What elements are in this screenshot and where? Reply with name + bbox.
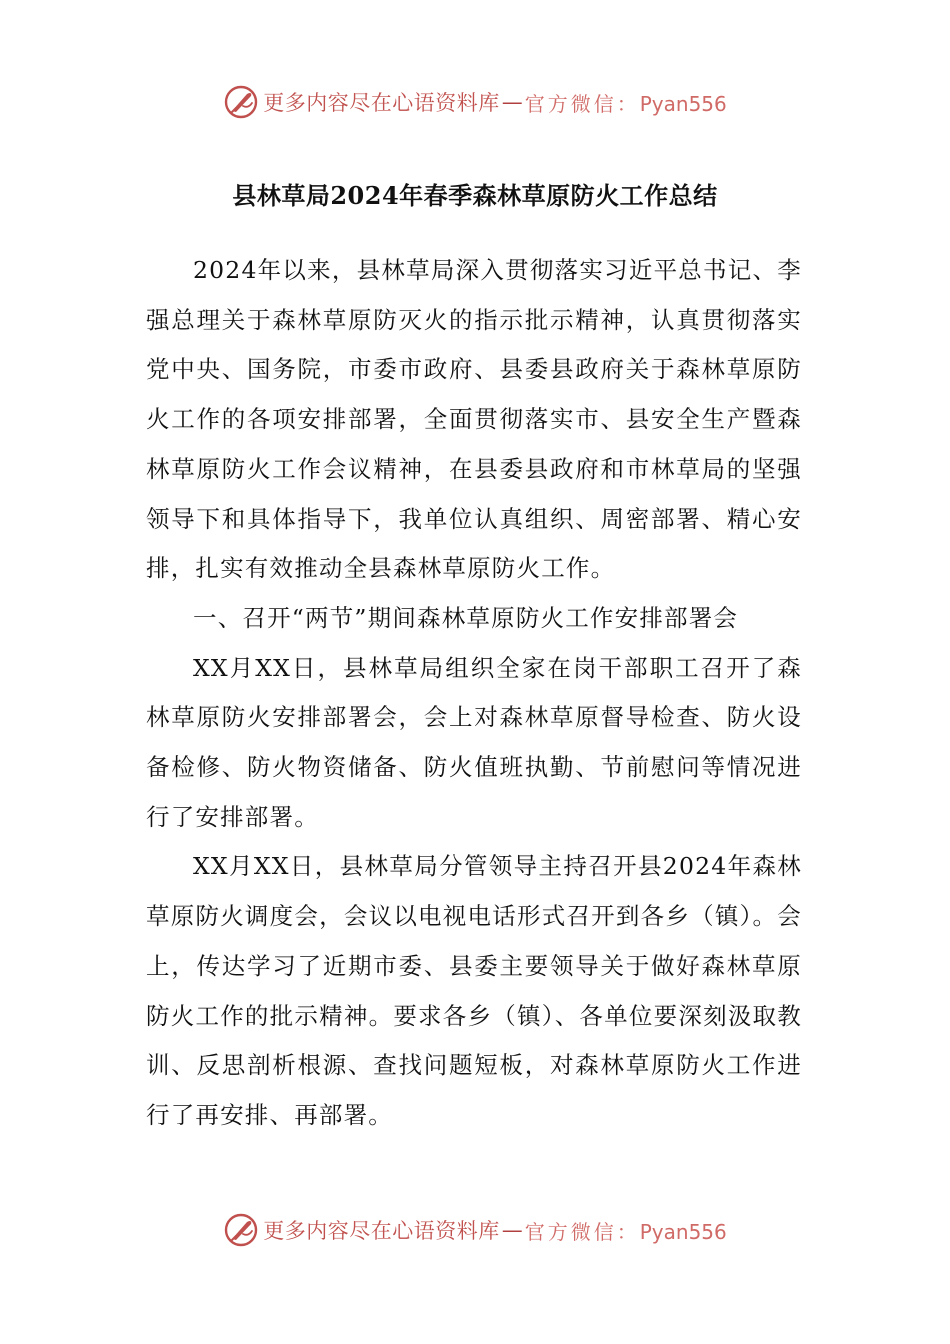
header-banner [0,82,950,122]
document-title: 县林草局2024年春季森林草原防火工作总结 [232,181,718,210]
banner-contact-label: 官方微信： [524,91,640,116]
paragraph-meeting-1: XX月XX日，县林草局组织全家在岗干部职工召开了森林草原防火安排部署会，会上对森林草原督导检查、防火设备检修、防火物资储备、防火值班执勤、节前慰问等情况进行了安排部署。 [146,653,802,831]
document-body [146,246,802,1141]
banner-contact-value: Pyan556 [639,1219,727,1244]
quill-logo-icon [223,1212,259,1248]
banner-contact [525,88,727,117]
quill-logo-icon [223,84,259,120]
paragraph-meeting-2: XX月XX日，县林草局分管领导主持召开县2024年森林草原防火调度会，会议以电视电话形式召开到各乡（镇）。会上，传达学习了近期市委、县委主要领导关于做好森林草原防火工作的批示精神。要求各乡（镇）、各单位要深刻汲取教训、反思剖析根源、查找问题短板，对森林草原防火工作进行了再安排、再部署。 [146,852,802,1129]
footer-banner [0,1210,950,1250]
banner-dash: — [501,1218,523,1242]
banner-contact-value: Pyan556 [639,91,727,116]
banner-text: 更多内容尽在心语资料库 [263,91,500,115]
paragraph-intro: 2024年以来，县林草局深入贯彻落实习近平总书记、李强总理关于森林草原防灭火的指示批示精神，认真贯彻落实党中央、国务院，市委市政府、县委县政府关于森林草原防火工作的各项安排部署，全面贯彻落实市、县安全生产暨森林草原防火工作会议精神，在县委县政府和市林草局的坚强领导下和具体指导下，我单位认真组织、周密部署、精心安排，扎实有效推动全县森林草原防火工作。 [146,256,802,583]
banner-text: 更多内容尽在心语资料库 [263,1219,500,1243]
section-heading-1: 一、召开“两节”期间森林草原防火工作安排部署会 [193,603,739,632]
banner-dash: — [501,90,523,114]
banner-contact-label: 官方微信： [524,1219,640,1244]
banner-contact [525,1216,727,1245]
